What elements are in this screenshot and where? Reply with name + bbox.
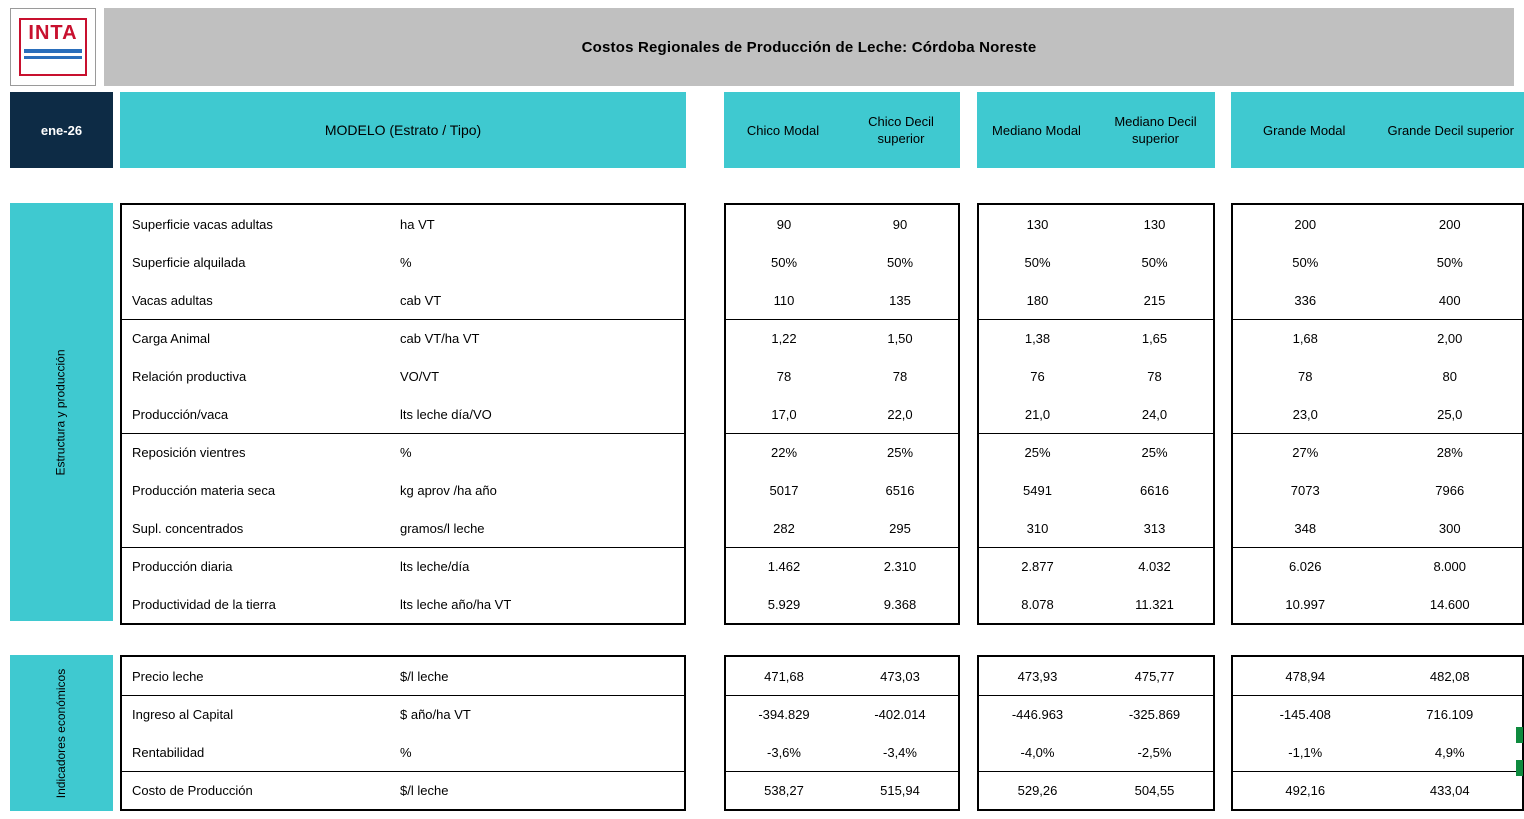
page-title bbox=[104, 8, 1514, 86]
table-row bbox=[122, 243, 684, 281]
row-unit: kg aprov /ha año bbox=[400, 482, 497, 498]
section-values-chico bbox=[724, 655, 960, 811]
value-cell: 200 bbox=[1438, 216, 1461, 232]
value-cell: 5491 bbox=[1023, 482, 1052, 498]
value-cell: 28% bbox=[1436, 445, 1463, 460]
value-row bbox=[1233, 547, 1522, 585]
row-label: Producción materia seca bbox=[132, 482, 276, 498]
value-cell: 2,00 bbox=[1437, 331, 1463, 346]
logo-bar-2 bbox=[24, 56, 82, 59]
value-cell: 1,50 bbox=[887, 331, 913, 346]
value-cell: 8.000 bbox=[1433, 559, 1467, 574]
row-label: Supl. concentrados bbox=[132, 520, 244, 536]
row-label: Superficie alquilada bbox=[132, 254, 246, 270]
value-cell: 78 bbox=[776, 368, 792, 384]
value-row bbox=[726, 585, 958, 623]
row-unit: % bbox=[400, 744, 412, 760]
table-row bbox=[122, 509, 684, 547]
value-cell: 1.462 bbox=[767, 559, 801, 574]
row-label: Carga Animal bbox=[132, 331, 211, 346]
table-row bbox=[122, 733, 684, 771]
column-header-grande-modal: Grande Modal bbox=[1263, 122, 1346, 138]
date-badge: ene-26 bbox=[10, 92, 113, 168]
value-row bbox=[726, 657, 958, 695]
section-values-chico bbox=[724, 203, 960, 625]
row-label: Producción diaria bbox=[132, 559, 233, 574]
value-cell: -402.014 bbox=[874, 707, 926, 722]
value-cell: 538,27 bbox=[764, 783, 804, 798]
section-values-grande bbox=[1231, 203, 1524, 625]
value-row bbox=[1233, 243, 1522, 281]
value-row bbox=[1233, 319, 1522, 357]
value-row bbox=[979, 509, 1213, 547]
value-row bbox=[1233, 281, 1522, 319]
value-row bbox=[726, 771, 958, 809]
value-cell: -3,6% bbox=[767, 744, 801, 760]
value-cell: 348 bbox=[1294, 520, 1317, 536]
value-cell: 4,9% bbox=[1434, 744, 1465, 760]
section-values-mediano bbox=[977, 655, 1215, 811]
logo-text: INTA bbox=[28, 22, 78, 44]
value-row bbox=[979, 243, 1213, 281]
table-row bbox=[122, 547, 684, 585]
value-cell: 10.997 bbox=[1285, 596, 1326, 612]
value-cell: 17,0 bbox=[771, 406, 797, 422]
value-cell: 6.026 bbox=[1288, 559, 1322, 574]
column-group-mediano bbox=[977, 92, 1215, 168]
page-title-text: Costos Regionales de Producción de Leche: Córdoba Noreste bbox=[581, 38, 1037, 56]
value-cell: 110 bbox=[773, 292, 795, 308]
value-cell: 1,65 bbox=[1141, 331, 1168, 346]
row-label: Producción/vaca bbox=[132, 406, 229, 422]
value-cell: 14.600 bbox=[1429, 596, 1470, 612]
value-row bbox=[1233, 433, 1522, 471]
value-row bbox=[979, 433, 1213, 471]
row-label: Ingreso al Capital bbox=[132, 707, 234, 722]
table-row bbox=[122, 695, 684, 733]
value-cell: 135 bbox=[889, 292, 911, 308]
section-label-text: Estructura y producción bbox=[54, 348, 68, 476]
row-unit: % bbox=[400, 445, 412, 460]
row-label: Precio leche bbox=[132, 668, 204, 684]
value-cell: -325.869 bbox=[1128, 707, 1181, 722]
value-cell: 529,26 bbox=[1017, 783, 1058, 798]
value-row bbox=[726, 471, 958, 509]
value-row bbox=[726, 509, 958, 547]
value-cell: 295 bbox=[889, 520, 911, 536]
value-cell: 215 bbox=[1143, 292, 1166, 308]
table-row bbox=[122, 585, 684, 623]
value-row bbox=[979, 395, 1213, 433]
value-cell: 9.368 bbox=[883, 596, 917, 612]
section-values-grande bbox=[1231, 655, 1524, 811]
value-cell: 282 bbox=[773, 520, 795, 536]
value-row bbox=[726, 433, 958, 471]
value-cell: 471,68 bbox=[764, 668, 804, 684]
value-row bbox=[979, 205, 1213, 243]
value-cell: 200 bbox=[1294, 216, 1317, 232]
row-unit: ha VT bbox=[400, 216, 435, 232]
table-row bbox=[122, 657, 684, 695]
value-cell: 27% bbox=[1292, 445, 1319, 460]
row-label: Rentabilidad bbox=[132, 744, 205, 760]
row-label: Productividad de la tierra bbox=[132, 596, 276, 612]
row-unit: cab VT bbox=[400, 292, 442, 308]
row-label: Costo de Producción bbox=[132, 783, 253, 798]
column-header-mediano-modal: Mediano Modal bbox=[992, 122, 1081, 138]
row-unit: cab VT/ha VT bbox=[400, 331, 480, 346]
value-cell: -4,0% bbox=[1020, 744, 1055, 760]
column-header-mediano-decil: Mediano Decil superior bbox=[1114, 114, 1197, 146]
row-unit: lts leche/día bbox=[400, 559, 470, 574]
table-row bbox=[122, 395, 684, 433]
row-unit: % bbox=[400, 254, 412, 270]
value-cell: -3,4% bbox=[883, 744, 917, 760]
value-cell: 76 bbox=[1030, 368, 1045, 384]
row-unit: VO/VT bbox=[400, 368, 440, 384]
value-cell: 130 bbox=[1143, 216, 1166, 232]
value-cell: 7966 bbox=[1435, 482, 1465, 498]
value-cell: 473,93 bbox=[1017, 668, 1058, 684]
row-unit: $/l leche bbox=[400, 668, 449, 684]
logo-bars bbox=[24, 46, 82, 59]
value-cell: 80 bbox=[1442, 368, 1457, 384]
row-label: Relación productiva bbox=[132, 368, 247, 384]
value-row bbox=[726, 357, 958, 395]
row-unit: $/l leche bbox=[400, 783, 449, 798]
value-cell: 5017 bbox=[769, 482, 799, 498]
section-label-indicadores bbox=[10, 655, 113, 811]
value-cell: 22% bbox=[770, 445, 798, 460]
value-cell: -394.829 bbox=[758, 707, 810, 722]
value-cell: 22,0 bbox=[887, 406, 913, 422]
value-cell: -446.963 bbox=[1011, 707, 1064, 722]
value-row bbox=[726, 733, 958, 771]
value-cell: 7073 bbox=[1290, 482, 1320, 498]
value-cell: 478,94 bbox=[1285, 668, 1326, 684]
marker-green-2 bbox=[1516, 760, 1523, 776]
table-row bbox=[122, 205, 684, 243]
column-header-grande-decil: Grande Decil superior bbox=[1387, 122, 1514, 138]
column-group-chico bbox=[724, 92, 960, 168]
value-row bbox=[979, 471, 1213, 509]
value-cell: 90 bbox=[892, 216, 908, 232]
value-cell: -145.408 bbox=[1279, 707, 1331, 722]
value-cell: 473,03 bbox=[880, 668, 920, 684]
model-band bbox=[10, 92, 1514, 168]
value-row bbox=[1233, 657, 1522, 695]
value-row bbox=[979, 657, 1213, 695]
logo-bar-1 bbox=[24, 49, 82, 53]
value-cell: 310 bbox=[1026, 520, 1049, 536]
value-row bbox=[1233, 695, 1522, 733]
value-cell: 4.032 bbox=[1138, 559, 1171, 574]
value-row bbox=[979, 357, 1213, 395]
inta-logo bbox=[10, 8, 96, 86]
section-row-labels bbox=[120, 203, 686, 625]
value-cell: 21,0 bbox=[1024, 406, 1051, 422]
value-row bbox=[1233, 771, 1522, 809]
value-cell: 313 bbox=[1143, 520, 1166, 536]
table-row bbox=[122, 319, 684, 357]
column-header-chico-decil: Chico Decil superior bbox=[868, 114, 934, 146]
value-cell: 8.078 bbox=[1021, 596, 1054, 612]
value-cell: 515,94 bbox=[880, 783, 920, 798]
value-cell: 130 bbox=[1026, 216, 1049, 232]
value-row bbox=[1233, 357, 1522, 395]
column-header-chico-modal: Chico Modal bbox=[746, 122, 820, 138]
value-row bbox=[726, 395, 958, 433]
row-unit: gramos/l leche bbox=[400, 520, 485, 536]
value-cell: 78 bbox=[1298, 368, 1313, 384]
value-cell: 716.109 bbox=[1426, 707, 1474, 722]
table-row bbox=[122, 471, 684, 509]
table-row bbox=[122, 771, 684, 809]
value-row bbox=[979, 733, 1213, 771]
value-cell: 492,16 bbox=[1285, 783, 1326, 798]
value-row bbox=[726, 547, 958, 585]
logo-inner bbox=[19, 18, 87, 76]
value-cell: 50% bbox=[770, 254, 798, 270]
value-row bbox=[1233, 395, 1522, 433]
model-header: MODELO (Estrato / Tipo) bbox=[120, 92, 686, 168]
value-row bbox=[1233, 733, 1522, 771]
value-row bbox=[979, 695, 1213, 733]
value-row bbox=[726, 205, 958, 243]
value-row bbox=[979, 585, 1213, 623]
value-cell: 50% bbox=[1024, 254, 1051, 270]
value-row bbox=[1233, 509, 1522, 547]
value-cell: 1,68 bbox=[1292, 331, 1318, 346]
value-cell: -1,1% bbox=[1288, 744, 1323, 760]
value-row bbox=[1233, 471, 1522, 509]
row-label: Reposición vientres bbox=[132, 445, 246, 460]
value-row bbox=[979, 547, 1213, 585]
value-cell: -2,5% bbox=[1137, 744, 1172, 760]
value-row bbox=[979, 319, 1213, 357]
table-row bbox=[122, 281, 684, 319]
value-row bbox=[1233, 585, 1522, 623]
value-row bbox=[726, 319, 958, 357]
value-cell: 400 bbox=[1438, 292, 1461, 308]
value-cell: 23,0 bbox=[1292, 406, 1318, 422]
value-row bbox=[726, 281, 958, 319]
value-cell: 25% bbox=[886, 445, 914, 460]
value-row bbox=[1233, 205, 1522, 243]
value-cell: 1,38 bbox=[1024, 331, 1051, 346]
value-cell: 180 bbox=[1026, 292, 1049, 308]
value-row bbox=[726, 695, 958, 733]
value-row bbox=[979, 771, 1213, 809]
value-cell: 50% bbox=[1292, 254, 1319, 270]
value-cell: 50% bbox=[1436, 254, 1463, 270]
value-cell: 11.321 bbox=[1135, 596, 1174, 612]
row-unit: lts leche año/ha VT bbox=[400, 596, 512, 612]
section-row-labels bbox=[120, 655, 686, 811]
value-cell: 25% bbox=[1141, 445, 1168, 460]
value-cell: 50% bbox=[886, 254, 914, 270]
value-cell: 482,08 bbox=[1429, 668, 1470, 684]
column-group-grande bbox=[1231, 92, 1524, 168]
value-cell: 433,04 bbox=[1429, 783, 1470, 798]
value-cell: 6516 bbox=[885, 482, 915, 498]
marker-green-1 bbox=[1516, 727, 1523, 743]
value-row bbox=[979, 281, 1213, 319]
value-row bbox=[726, 243, 958, 281]
row-label: Superficie vacas adultas bbox=[132, 216, 273, 232]
report-header bbox=[10, 8, 1514, 86]
value-cell: 504,55 bbox=[1134, 783, 1175, 798]
value-cell: 90 bbox=[776, 216, 792, 232]
value-cell: 50% bbox=[1141, 254, 1168, 270]
row-label: Vacas adultas bbox=[132, 292, 213, 308]
value-cell: 24,0 bbox=[1141, 406, 1168, 422]
value-cell: 25,0 bbox=[1437, 406, 1463, 422]
value-cell: 2.310 bbox=[883, 559, 917, 574]
value-cell: 300 bbox=[1438, 520, 1461, 536]
section-label-text: Indicadores económicos bbox=[54, 668, 68, 798]
value-cell: 78 bbox=[892, 368, 908, 384]
value-cell: 475,77 bbox=[1134, 668, 1175, 684]
value-cell: 5.929 bbox=[767, 596, 801, 612]
value-cell: 1,22 bbox=[771, 331, 797, 346]
value-cell: 2.877 bbox=[1021, 559, 1054, 574]
value-cell: 25% bbox=[1024, 445, 1051, 460]
table-row bbox=[122, 357, 684, 395]
section-label-estructura bbox=[10, 203, 113, 621]
section-values-mediano bbox=[977, 203, 1215, 625]
value-cell: 336 bbox=[1294, 292, 1317, 308]
row-unit: $ año/ha VT bbox=[400, 707, 471, 722]
row-unit: lts leche día/VO bbox=[400, 406, 492, 422]
table-row bbox=[122, 433, 684, 471]
value-cell: 6616 bbox=[1140, 482, 1169, 498]
value-cell: 78 bbox=[1147, 368, 1162, 384]
